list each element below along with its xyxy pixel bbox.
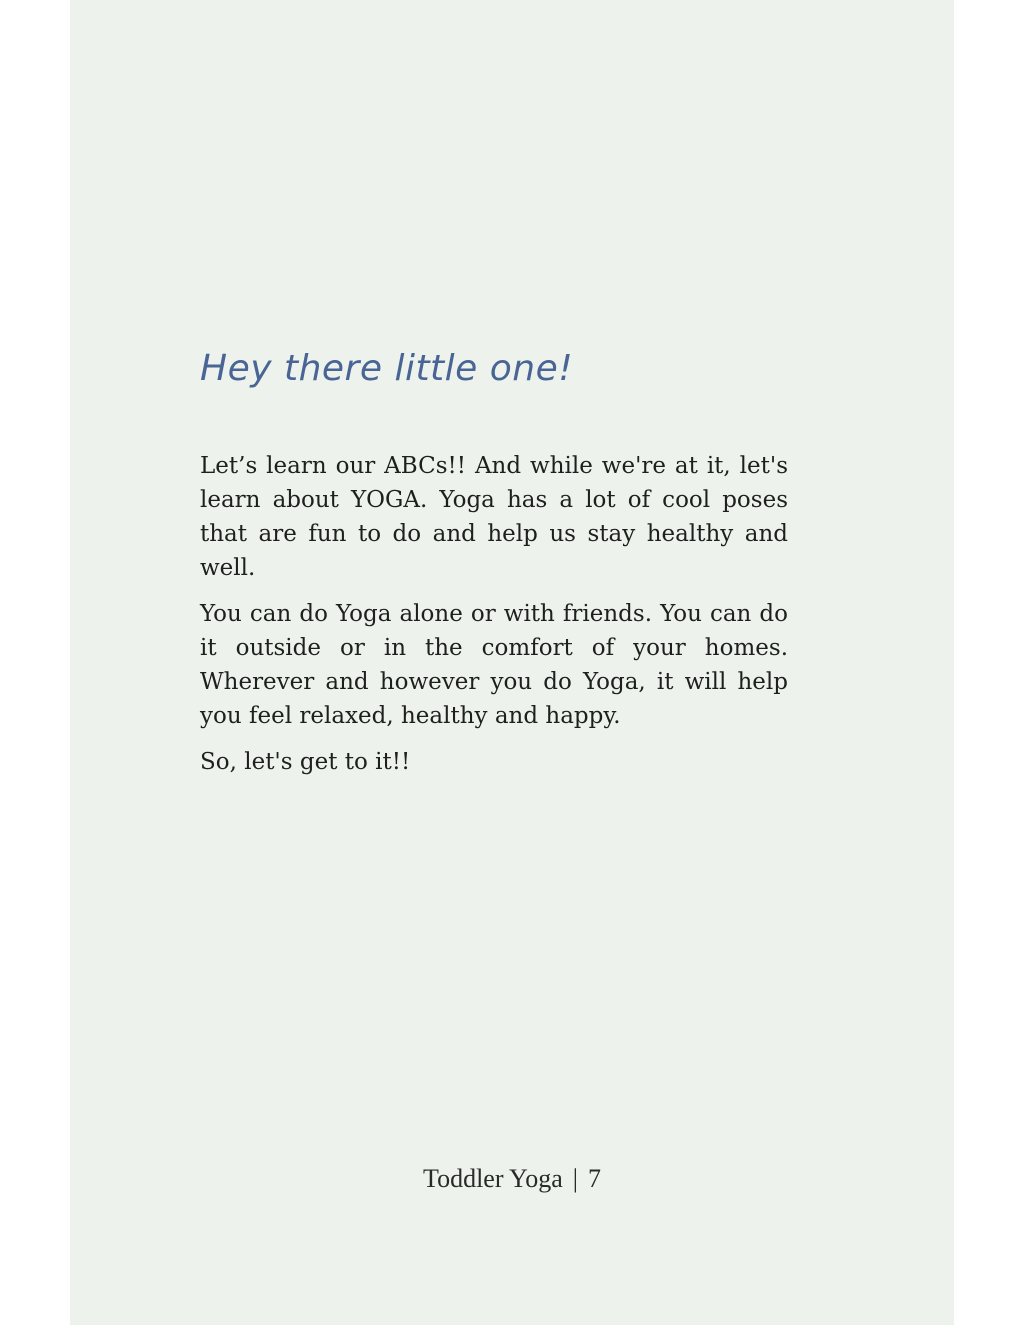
paragraph-practice: You can do Yoga alone or with friends. You can do it outside or in the comfort of your homes. Wherever and however you do Yoga, it will help you feel relaxed, healthy and happy.: [200, 601, 788, 729]
paragraph-closing: So, let's get to it!!: [200, 749, 411, 775]
paragraph-intro: Let’s learn our ABCs!! And while we're at it, let's learn about YOGA. Yoga has a lot of cool poses that are fun to do and help us stay healthy and well.: [200, 453, 788, 581]
footer-book-title: Toddler Yoga: [423, 1164, 563, 1193]
page-footer: [70, 1164, 954, 1194]
footer-page-number: 7: [587, 1164, 601, 1193]
book-page: [70, 0, 954, 1325]
footer-separator: |: [572, 1164, 578, 1193]
page-heading: Hey there little one!: [200, 348, 574, 389]
body-text: [200, 449, 788, 791]
